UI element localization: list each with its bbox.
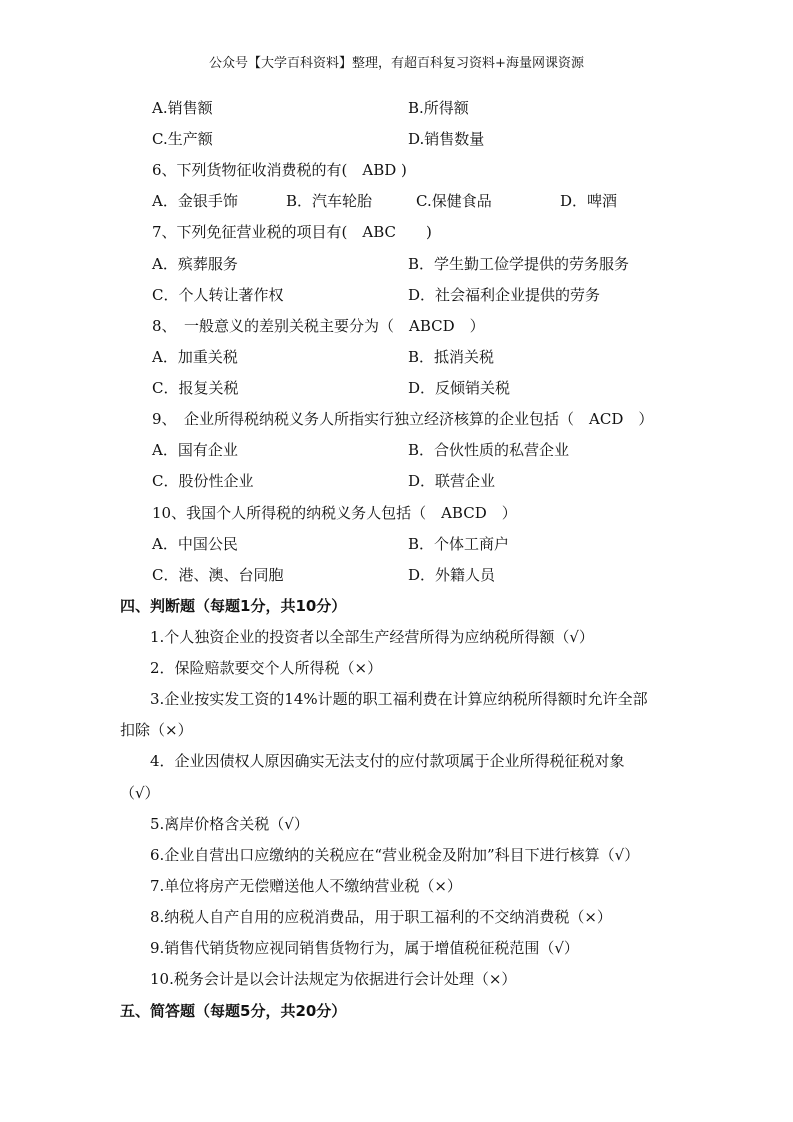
q9-option-d: D．联营企业 (408, 472, 496, 490)
judgment-item-3-cont: 扣除（×） (120, 721, 193, 739)
judgment-item-4: 4．企业因债权人原因确实无法支付的应付款项属于企业所得税征税对象 (150, 752, 625, 770)
q5-option-c: C.生产额 (152, 130, 213, 148)
q8-option-c: C．报复关税 (152, 379, 239, 397)
q8-option-d: D．反倾销关税 (408, 379, 511, 397)
judgment-item-5: 5.离岸价格含关税（√） (150, 815, 309, 833)
q9-stem: 9、 企业所得税纳税义务人所指实行独立经济核算的企业包括（ ACD ） (152, 410, 654, 428)
q7-stem: 7、下列免征营业税的项目有( ABC ) (152, 223, 432, 241)
q7-option-c: C．个人转让著作权 (152, 286, 284, 304)
q7-option-a: A．殡葬服务 (152, 255, 238, 273)
q9-option-a: A．国有企业 (152, 441, 238, 459)
q10-option-a: A．中国公民 (152, 535, 238, 553)
judgment-item-8: 8.纳税人自产自用的应税消费品，用于职工福利的不交纳消费税（×） (150, 908, 612, 926)
judgment-item-3: 3.企业按实发工资的14%计题的职工福利费在计算应纳税所得额时允许全部 (150, 690, 648, 708)
q6-option-a: A．金银手饰 (152, 192, 238, 210)
q6-option-d: D．啤酒 (560, 192, 618, 210)
q7-option-d: D．社会福利企业提供的劳务 (408, 286, 601, 304)
q8-option-a: A．加重关税 (152, 348, 238, 366)
q9-option-b: B．合伙性质的私营企业 (408, 441, 570, 459)
q7-option-b: B．学生勤工俭学提供的劳务服务 (408, 255, 630, 273)
judgment-item-1: 1.个人独资企业的投资者以全部生产经营所得为应纳税所得额（√） (150, 628, 594, 646)
judgment-item-9: 9.销售代销货物应视同销售货物行为，属于增值税征税范围（√） (150, 939, 579, 957)
q5-option-d: D.销售数量 (408, 130, 485, 148)
q5-option-a: A.销售额 (152, 99, 213, 117)
q10-option-c: C．港、澳、台同胞 (152, 566, 284, 584)
q6-option-b: B．汽车轮胎 (286, 192, 373, 210)
q10-option-b: B．个体工商户 (408, 535, 510, 553)
q10-option-d: D．外籍人员 (408, 566, 496, 584)
q5-option-b: B.所得额 (408, 99, 469, 117)
q6-option-c: C.保健食品 (416, 192, 492, 210)
q9-option-c: C．股份性企业 (152, 472, 254, 490)
q8-stem: 8、 一般意义的差别关税主要分为（ ABCD ） (152, 317, 485, 335)
q10-stem: 10、我国个人所得税的纳税义务人包括（ ABCD ） (152, 504, 517, 522)
judgment-item-2: 2．保险赔款要交个人所得税（×） (150, 659, 383, 677)
section-4-heading: 四、判断题（每题1分，共10分） (120, 597, 347, 615)
judgment-item-6: 6.企业自营出口应缴纳的关税应在“营业税金及附加”科目下进行核算（√） (150, 846, 640, 864)
q8-option-b: B．抵消关税 (408, 348, 495, 366)
judgment-item-4-cont: （√） (120, 784, 160, 802)
q6-stem: 6、下列货物征收消费税的有( ABD ) (152, 161, 407, 179)
section-5-heading: 五、简答题（每题5分，共20分） (120, 1002, 347, 1020)
page-header: 公众号【大学百科资料】整理，有超百科复习资料+海量网课资源 (209, 56, 584, 71)
judgment-item-7: 7.单位将房产无偿赠送他人不缴纳营业税（×） (150, 877, 462, 895)
judgment-item-10: 10.税务会计是以会计法规定为依据进行会计处理（×） (150, 970, 517, 988)
